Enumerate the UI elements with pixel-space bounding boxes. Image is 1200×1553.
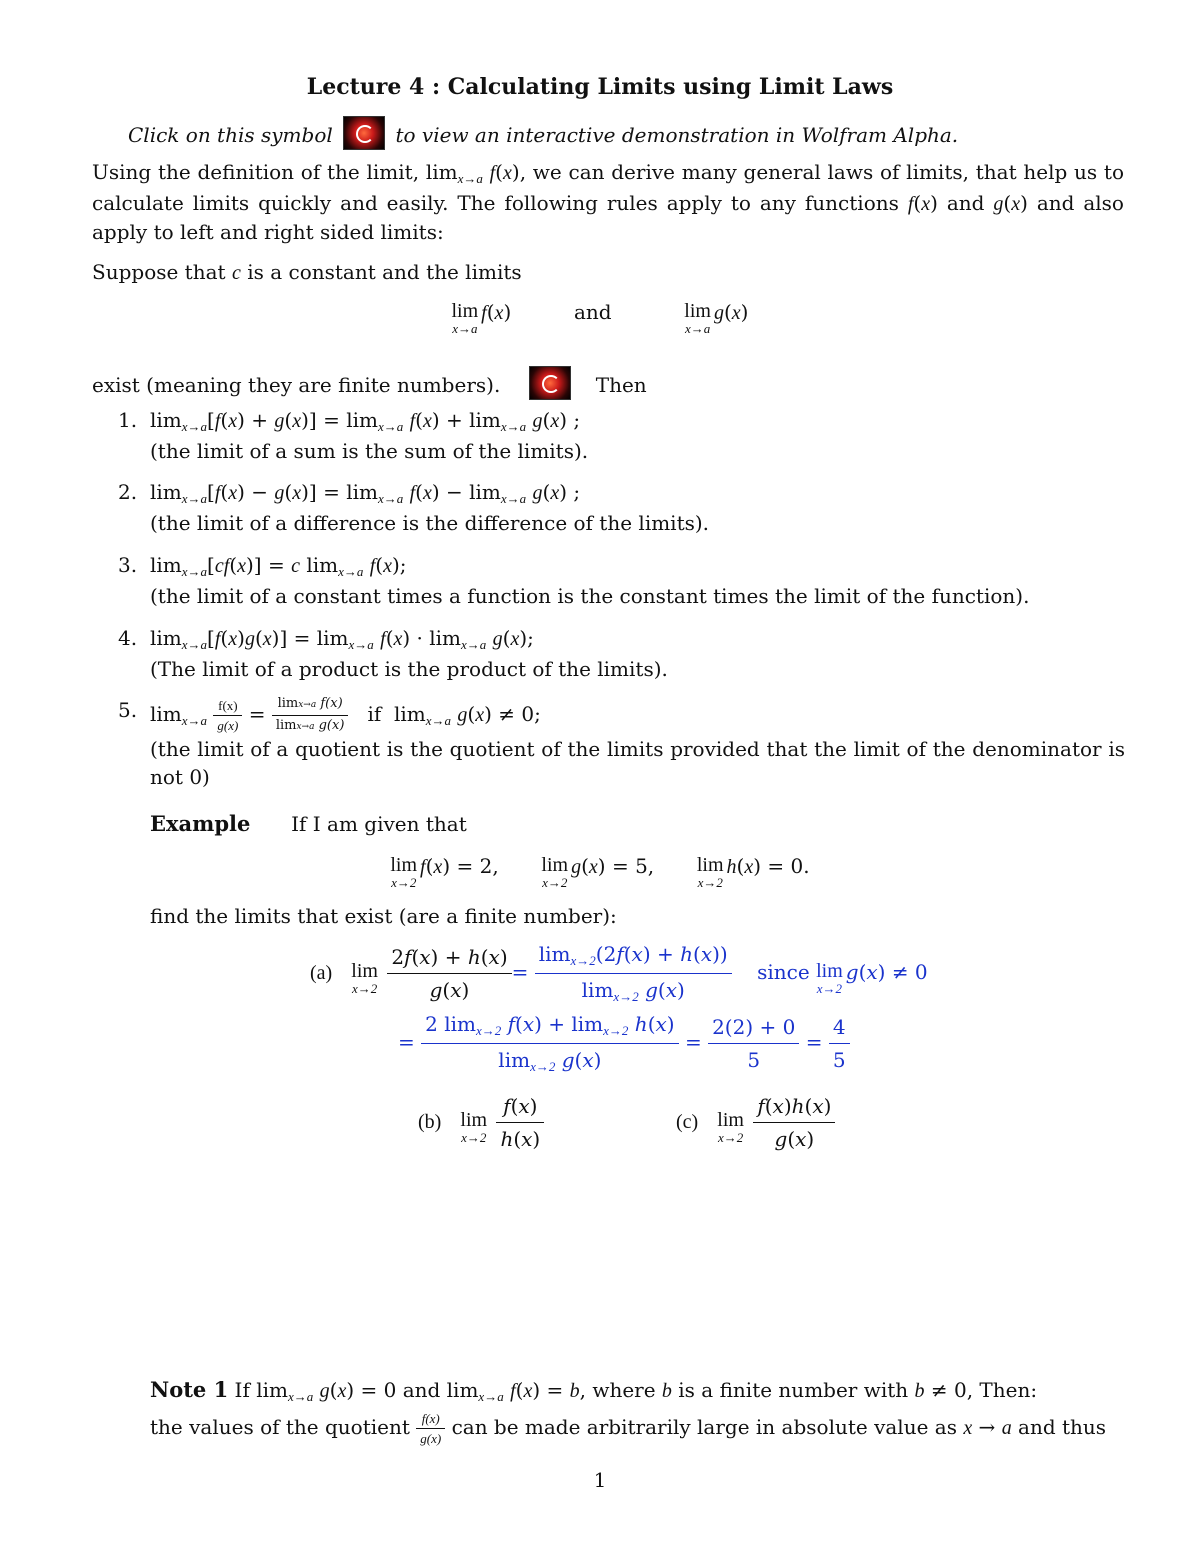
- example-given: lim x→2 f(x) = 2, lim x→2 g(x) = 5, lim x→2 h(x) = 0.: [390, 854, 810, 890]
- subtitle-before: Click on this symbol: [128, 123, 333, 147]
- exist-line: exist (meaning they are finite numbers). Then: [92, 366, 647, 400]
- page-title: Lecture 4 : Calculating Limits using Limit Laws: [306, 74, 894, 100]
- page-number: 1: [593, 1468, 607, 1492]
- suppose-paragraph: Suppose that c is a constant and the limits: [92, 260, 522, 284]
- subtitle-after: to view an interactive demonstration in Wolfram Alpha.: [395, 123, 959, 147]
- example-heading: Example If I am given that: [150, 811, 467, 836]
- note-1: Note 1 If $\lim_{x\to a} g(x) = 0$ and $\lim_{x\to a} f(x) = b$, where b is a finite number with b ≠ 0, Then: the values of the quotient $\frac{f(x)}{g(x)}$ can be made arbitrarily large in absolute value as x → a and thus: [150, 1377, 1107, 1446]
- part-c: (c) lim x→2 $\frac{f(x)h(x)}{g(x)}$: [676, 1092, 835, 1153]
- wolfram-alpha-icon[interactable]: [529, 366, 571, 400]
- subtitle: [128, 116, 958, 150]
- intro-paragraph: Using the definition of the limit, $\lim_{x\to a} f(x)$, we can derive many general laws of limits, that help us to calculate limits quickly and easily. The following rules apply to any functions f(x) and g(x) and also apply to left and right sided limits:: [92, 160, 1124, 244]
- part-b: (b) lim x→2 $\frac{f(x)}{h(x)}$: [418, 1092, 544, 1153]
- wolfram-alpha-icon[interactable]: [343, 116, 385, 150]
- part-a-result: = $\frac{2 \lim_{x\to 2} f(x) + \lim_{x\to 2} h(x)}{\lim_{x\to 2} g(x)}$ = $\frac{2(2) + 0}{5}$ = $\frac{4}{5}$: [398, 1010, 850, 1077]
- document-page: Lecture 4 : Calculating Limits using Limit Laws Click on this symbol to view an interactive demonstration in Wolfram Alpha. Using the definition of the limit, $\lim_{x\to a} f(x)$, we can derive many general laws of limits, that help us to calculate limits quickly and easily. The following rules apply to any functions f(x) and g(x) and also apply to left and right sided limits: Suppose that c is a constant and the limits lim x→a f(x) and lim x→a g(x) exist (meaning they are finite numbers). Then 1. $\lim_{x\to a}[f(x) + g(x)] = \lim_{x\to a} f(x) + \lim_{x\to a} g(x)$ ; (the limit of a sum is the sum of the limits). 2. $\lim_{x\to a}[f(x) - g(x)] = \lim_{x\to a} f(x) - \lim_{x\to a} g(x)$ ; (the limit of a difference is the difference of the limits). 3. $\lim_{x\to a}[cf(x)] = c$ $\lim_{x\to a} f(x)$; (the limit of a constant times a function is the constant times the limit of the function). 4. $\lim_{x\to a}[f(x)g(x)] = \lim_{x\to a} f(x) \cdot \lim_{x\to a} g(x)$; (The limit of a product is the product of the limits). 5. $\lim_{x\to a}$ $\frac{f(x)}{g(x)}$ = $\frac{\text{limx→a f(x)}}{\text{limx→a g(x)}}$ if $\lim_{x\to a} g(x) \ne 0$; (the limit of a quotient is the quotient of the limits provided that the limit of the denominator is not 0) Example If I am given that lim x→2 f(x) = 2, lim x→2 g(x) = 5, lim x→2 h(x) = 0. find the limits that exist (are a finite number): (a) lim x→2 $\frac{2f(x) + h(x)}{g(x)}$ = $\frac{\lim_{x\to 2}(2f(x) + h(x))}{\lim_{x\to 2} g(x)}$ since lim x→2 g(x) ≠ 0 = $\frac{2 \lim_{x\to 2} f(x) + \lim_{x\to 2} h(x)}{\lim_{x\to 2} g(x)}$ = $\frac{2(2) + 0}{5}$ = $\frac{4}{5}$ (b) lim x→2 $\frac{f(x)}{h(x)}$ (c) lim x→2 $\frac{f(x)h(x)}{g(x)}$ Note 1 If $\lim_{x\to a} g(x) = 0$ and $\lim_{x\to a} f(x) = b$, where b is a finite number with b ≠ 0, Then: the values of the quotient $\frac{f(x)}{g(x)}$ can be made arbitrarily large in absolute value as x → a and thus 1: [0, 0, 1200, 1553]
- example-find: find the limits that exist (are a finite number):: [150, 904, 617, 928]
- limits-display: lim x→a f(x) and lim x→a g(x): [451, 300, 749, 336]
- part-a: (a) lim x→2 $\frac{2f(x) + h(x)}{g(x)}$ = $\frac{\lim_{x\to 2}(2f(x) + h(x))}{\lim_{x\to 2} g(x)}$ since lim x→2 g(x) ≠ 0: [310, 942, 928, 1004]
